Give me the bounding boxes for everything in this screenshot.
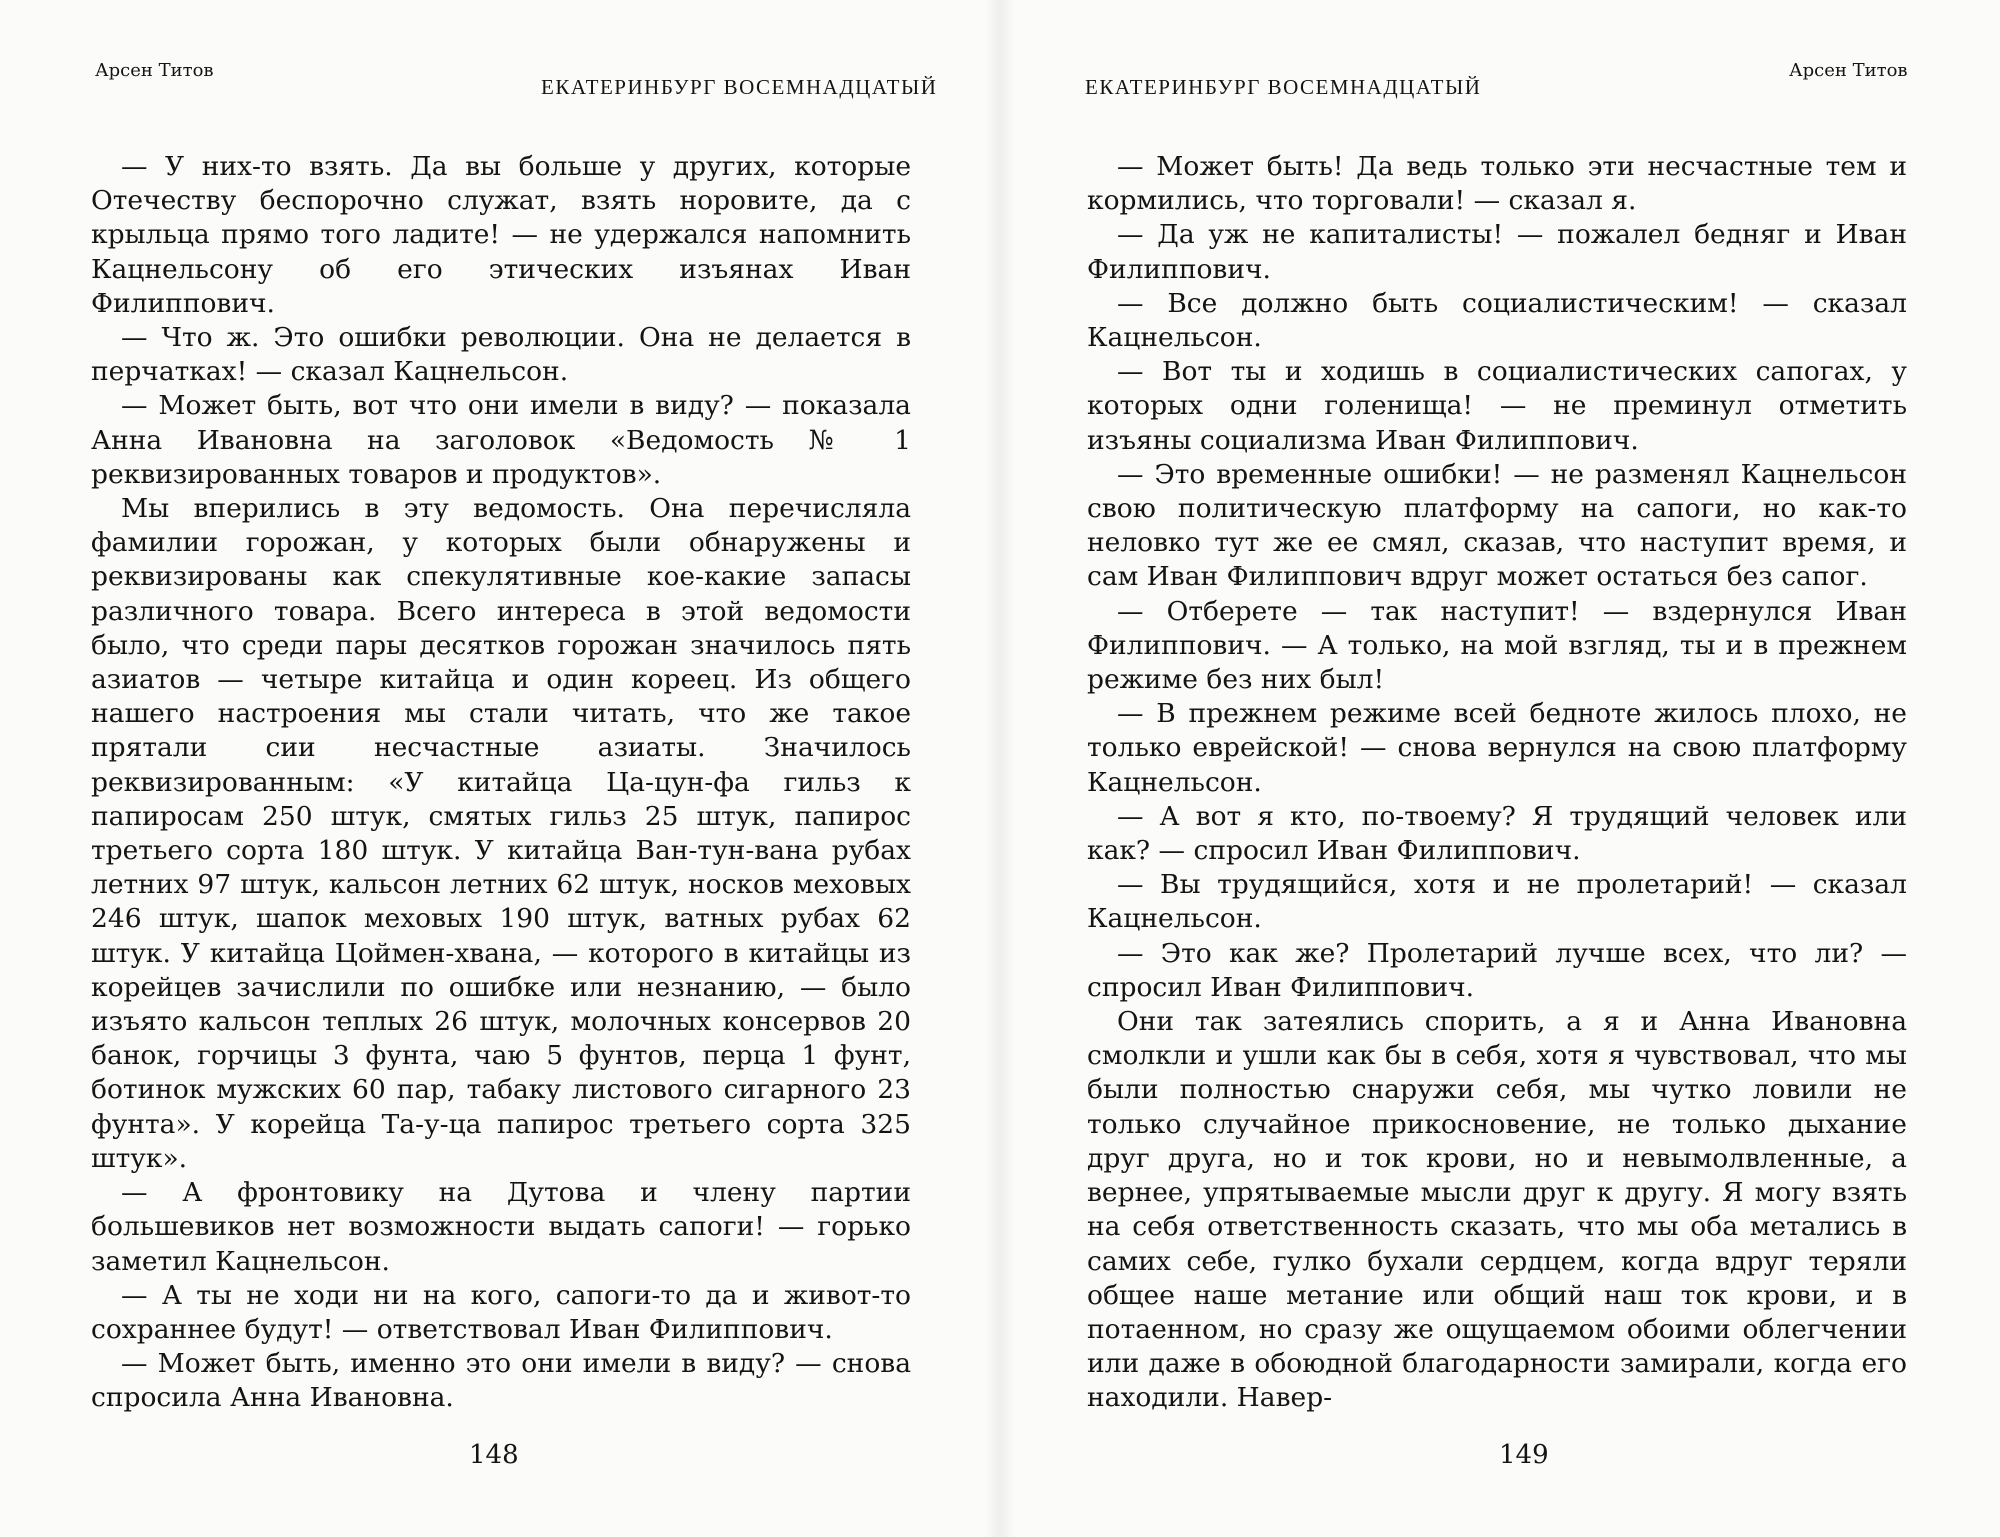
paragraph: — Отберете — так наступит! — вздернулся Иван Филиппович. — А только, на мой взгляд, ты и в прежнем режиме без них был! — [1087, 595, 1907, 696]
paragraph: — Может быть! Да ведь только эти несчастные тем и кормились, что торговали! — сказал я. — [1087, 151, 1907, 217]
paragraph: — Что ж. Это ошибки революции. Она не делается в перчатках! — сказал Кацнельсон. — [91, 322, 911, 388]
page-text — [91, 150, 911, 1416]
paragraph: — Вот ты и ходишь в социалистических сапогах, у которых одни голенища! — не преминул отметить изъяны социализма Иван Филиппович. — [1087, 356, 1907, 456]
paragraph: Они так затеялись спорить, а я и Анна Ивановна смолкли и ушли как бы в себя, хотя я чувствовал, что мы были полностью снаружи себя, мы чутко ловили не только случайное прикосновение, не только дыхание друг друга, но и ток крови, но и невымолвленные, а вернее, упрятываемые мысли друг к другу. Я могу взять на себя ответственность сказать, что мы оба метались в самих себе, гулко бухали сердцем, когда вдруг теряли общее наше метание или общий наш ток крови, и в потаенном, но сразу же ощущаемом обоими облегчении или даже в обоюдной благодарности замирали, когда его находили. Навер- — [1087, 1006, 1907, 1414]
paragraph: — В прежнем режиме всей бедноте жилось плохо, не только еврейской! — снова вернулся на свою платформу Кацнельсон. — [1087, 698, 1907, 798]
paragraph: — А вот я кто, по-твоему? Я трудящий человек или как? — спросил Иван Филиппович. — [1087, 800, 1907, 867]
paragraph: — Да уж не капиталисты! — пожалел бедняг и Иван Филиппович. — [1087, 219, 1907, 285]
running-author: Арсен Титов — [95, 60, 214, 81]
right-page — [1000, 0, 2000, 1537]
paragraph: — У них-то взять. Да вы больше у других, которые Отечеству беспорочно служат, взять норовите, да с крыльца прямо того ладите! — не удержался напомнить Кацнельсону об его этических изъянах Иван Филиппович. — [91, 151, 911, 319]
running-title: ЕКАТЕРИНБУРГ ВОСЕМНАДЦАТЫЙ — [1085, 75, 1482, 99]
paragraph: Мы вперились в эту ведомость. Она перечисляла фамилии горожан, у которых были обнаружены и реквизированы как спекулятивные кое-какие запасы различного товара. Всего интереса в этой ведомости было, что среди пары десятков горожан значилось пять азиатов — четыре китайца и один кореец. Из общего нашего настроения мы стали читать, что же такое прятали сии несчастные азиаты. Значилось реквизированным: «У китайца Ца-цун-фа гильз к папиросам 250 штук, смятых гильз 25 штук, папирос третьего сорта 180 штук. У китайца Ван-тун-вана рубах летних 97 штук, кальсон летних 62 штук, носков меховых 246 штук, шапок меховых 190 штук, ватных рубах 62 штук. У китайца Цоймен-хвана, — которого в китайцы из корейцев зачислили по ошибке или незнанию, — было изъято кальсон теплых 26 штук, молочных консервов 20 банок, горчицы 3 фунта, чаю 5 фунтов, перца 1 фунт, ботинок мужских 60 пар, табаку листового сигарного 23 фунта». У корейца Та-у-ца папирос третьего сорта 325 штук». — [91, 493, 911, 1174]
running-author: Арсен Титов — [1789, 60, 1908, 81]
page-number: 148 — [469, 1440, 519, 1470]
paragraph: — Это временные ошибки! — не разменял Кацнельсон свою политическую платформу на сапоги, но как-то неловко тут же ее смял, сказав, что наступит время, и сам Иван Филиппович вдруг может остаться без сапог. — [1087, 458, 1907, 593]
paragraph: — А ты не ходи ни на кого, сапоги-то да и живот-то сохраннее будут! — ответствовал Иван Филиппович. — [91, 1279, 911, 1345]
page-number: 149 — [1499, 1440, 1549, 1470]
paragraph: — Все должно быть социалистическим! — сказал Кацнельсон. — [1087, 287, 1907, 354]
paragraph: — Вы трудящийся, хотя и не пролетарий! — сказал Кацнельсон. — [1087, 869, 1907, 935]
paragraph: — Может быть, вот что они имели в виду? — показала Анна Ивановна на заголовок «Ведомость № 1 реквизированных товаров и продуктов». — [91, 390, 911, 490]
paragraph: — Может быть, именно это они имели в виду? — снова спросила Анна Ивановна. — [91, 1348, 911, 1414]
page-text — [1087, 150, 1907, 1416]
paragraph: — А фронтовику на Дутова и члену партии большевиков нет возможности выдать сапоги! — горько заметил Кацнельсон. — [91, 1177, 911, 1277]
paragraph: — Это как же? Пролетарий лучше всех, что ли? — спросил Иван Филиппович. — [1087, 937, 1907, 1003]
running-title: ЕКАТЕРИНБУРГ ВОСЕМНАДЦАТЫЙ — [541, 75, 938, 99]
